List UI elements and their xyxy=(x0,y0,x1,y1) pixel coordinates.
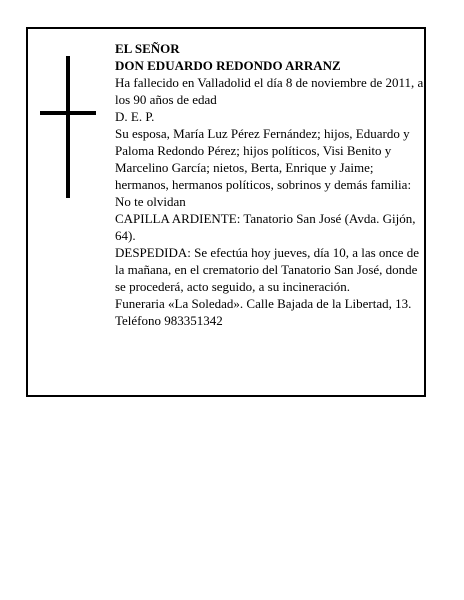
notice-title: EL SEÑOR xyxy=(115,41,180,56)
cross-horizontal-bar xyxy=(40,111,96,115)
funeral-home-text: Funeraria «La Soledad». Calle Bajada de la Libertad, 13. Teléfono 983351342 xyxy=(115,296,412,328)
obituary-notice xyxy=(26,27,426,397)
cross-vertical-bar xyxy=(66,56,70,198)
chapel-text: CAPILLA ARDIENTE: Tanatorio San José (Avda. Gijón, 64). xyxy=(115,211,416,243)
deceased-name: DON EDUARDO REDONDO ARRANZ xyxy=(115,58,341,73)
rip-text: D. E. P. xyxy=(115,109,155,124)
cross-icon xyxy=(40,56,96,198)
death-info: Ha fallecido en Valladolid el día 8 de noviembre de 2011, a los 90 años de edad xyxy=(115,75,424,107)
farewell-text: DESPEDIDA: Se efectúa hoy jueves, día 10, a las once de la mañana, en el crematorio del Tanatorio San José, donde se procederá, acto seguido, a su incineración. xyxy=(115,245,419,294)
notice-text xyxy=(115,40,429,329)
no-forget-text: No te olvidan xyxy=(115,194,186,209)
family-text: Su esposa, María Luz Pérez Fernández; hijos, Eduardo y Paloma Redondo Pérez; hijos políticos, Visi Benito y Marcelino García; nietos, Berta, Enrique y Jaime; hermanos, hermanos políticos, sobrinos y demás familia: xyxy=(115,126,412,192)
